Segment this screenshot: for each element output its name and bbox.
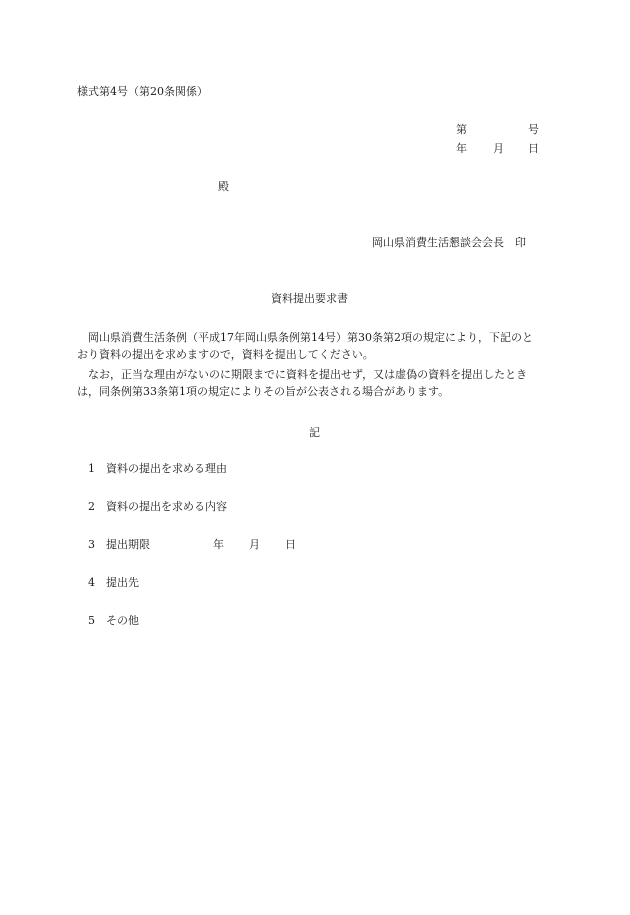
issuer-name: 岡山県消費生活懇談会会長 印 <box>372 236 526 249</box>
item-label: 資料の提出を求める内容 <box>106 500 227 513</box>
document-title: 資料提出要求書 <box>271 292 348 305</box>
list-item <box>88 463 227 474</box>
item-number: 3 <box>88 538 95 551</box>
ki-heading: 記 <box>309 426 320 439</box>
list-item <box>88 615 139 626</box>
deadline-day: 日 <box>285 538 296 551</box>
addressee: 殿 <box>218 180 229 193</box>
document-number-suffix: 号 <box>528 123 539 136</box>
list-item <box>88 538 296 551</box>
issue-date-month: 月 <box>493 142 504 155</box>
item-number: 1 <box>88 462 95 475</box>
item-label: 資料の提出を求める理由 <box>106 462 227 475</box>
item-number: 4 <box>88 576 95 589</box>
list-item <box>88 577 139 588</box>
issue-date-year: 年 <box>456 142 467 155</box>
item-label: 提出期限 <box>106 538 150 551</box>
item-number: 5 <box>88 614 95 627</box>
deadline-month: 月 <box>249 538 260 551</box>
item-number: 2 <box>88 500 95 513</box>
list-item <box>88 501 227 512</box>
body-paragraph: なお，正当な理由がないのに期限までに資料を提出せず，又は虚偽の資料を提出したときは，同条例第33条第1項の規定によりその旨が公表される場合があります。 <box>77 368 528 398</box>
item-label: 提出先 <box>106 576 139 589</box>
body-paragraph: 岡山県消費生活条例（平成17年岡山県条例第14号）第30条第2項の規定により，下記のとおり資料の提出を求めますので，資料を提出してください。 <box>77 331 533 361</box>
form-number: 様式第4号（第20条関係） <box>77 85 208 98</box>
deadline-year: 年 <box>213 538 224 551</box>
item-label: その他 <box>106 614 139 627</box>
document-number-prefix: 第 <box>456 123 467 136</box>
issue-date-day: 日 <box>528 142 539 155</box>
